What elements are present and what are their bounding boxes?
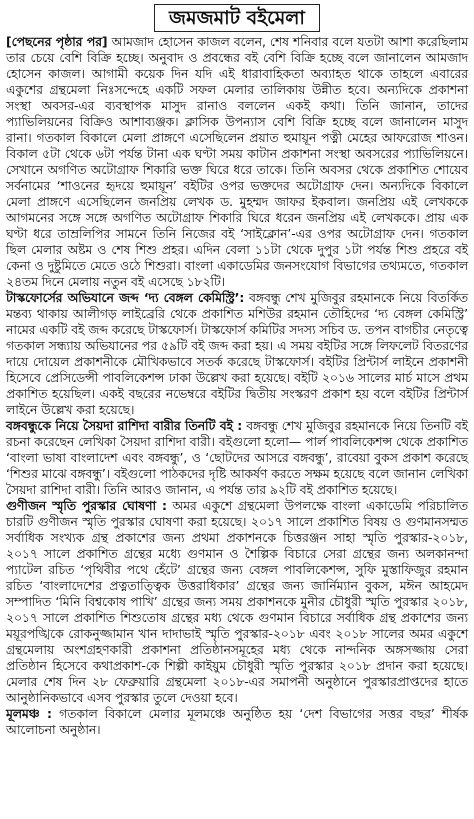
paragraph-continued <box>6 34 468 290</box>
subhead-main-stage: মূলমঞ্চ : <box>6 706 52 721</box>
paragraph-text: গতকাল বিকালে মেলার মূলমঞ্চে অনুষ্ঠিত হয় ‘দেশ বিভাগের সত্তর বছর’ শীর্ষক আলোচনা অনুষ্ঠান। <box>6 706 468 737</box>
headline: জমজমাট বইমেলা <box>154 4 320 32</box>
paragraph-taskforce <box>6 290 468 418</box>
subhead-taskforce: টাস্কফোর্সের অভিযানে জব্দ ‘দ্য বেঙ্গল কেমিস্ট্রি’: <box>6 290 245 305</box>
headline-box <box>6 0 468 34</box>
paragraph-text: আমজাদ হোসেন কাজল বলেন, শেষ শনিবার বলে যতটা আশা করেছিলাম তার চেয়ে বেশি বিক্রি হচ্ছে। অনুবাদ ও প্রবন্ধের বই বেশি বিক্রি হচ্ছে বলে জানালেন আমজাদ হোসেন কাজল। আগামী কয়েক দিন যদি এই ধারাবাহিকতা অব্যাহত থাকে তাহলে এবারের একুশের গ্রন্থমেলা নিঃসন্দেহে একটি সফল মেলার তালিকায় উন্নীত হবে। অন্যদিকে প্রকাশনা সংস্থা অবসর-এর ব্যবস্থাপক মাসুদ রানাও বললেন একই কথা। তিনি জানান, তাদের প্যাভিলিয়নের বিক্রিও আশাব্যঞ্জক। ক্লাসিক উপন্যাস বেশি বিক্রি হচ্ছে বলে জানালেন মাসুদ রানা। গতকাল বিকালে মেলা প্রাঙ্গণে এসেছিলেন প্রয়াত হুমায়ূন পত্নী মেহের আফরোজ শাওন। বিকাল ৫টা থেকে ৬টা পর্যন্ত টানা এক ঘণ্টা সময় কাটান প্রকাশনা সংস্থা অবসরের প্যাভিলিয়নে। সেখানে অগণিত অটোগ্রাফ শিকারি ভক্ত ঘিরে ধরে তাকে। তিনি অবসর থেকে প্রকাশিত শোয়েব সর্বনামের ‘শাওনের হৃদয়ে হুমায়ূন’ বইটির ওপর ভক্তদের অটোগ্রাফ দেন। অন্যদিকে বিকালে মেলা প্রাঙ্গণে এসেছিলেন জনপ্রিয় লেখক ড. মুহম্মদ জাফর ইকবাল। জনপ্রিয় এই লেখককে আগমনের সঙ্গে সঙ্গে অগণিত অটোগ্রাফ শিকারি ঘিরে ধরেন জনপ্রিয় এই লেখককে। প্রায় এক ঘণ্টা ধরে তাম্রলিপির সামনে তিনি নিজের বই ‘সাইক্লোন’-এর ওপর অটোগ্রাফ দেন। গতকাল ছিল মেলার অষ্টম ও শেষ শিশু প্রহর। এদিন বেলা ১১টা থেকে দুপুর ১টা পর্যন্ত শিশু প্রহরে বই কেনা ও দুষ্টুমিতে মেতে ওঠে শিশুরা। বাংলা একাডেমির জনসংযোগ বিভাগের তথ্যমতে, গতকাল ২৪তম দিনে মেলায় নতুন বই এসেছে ১৮২টি। <box>6 34 468 289</box>
subhead-books: বঙ্গবন্ধুকে নিয়ে সৈয়দা রাশিদা বারীর তিনটি বই : <box>6 418 243 433</box>
article-body <box>6 34 468 738</box>
paragraph-text: অমর একুশে গ্রন্থমেলা উপলক্ষে বাংলা একাডেমি পরিচালিত চারটি গুণীজন স্মৃতি পুরস্কার ঘোষণা করা হয়েছে। ২০১৭ সালে প্রকাশিত বিষয় ও গুণমানসম্মত সর্বাধিক সংখ্যক গ্রন্থ প্রকাশের জন্য প্রথমা প্রকাশনকে চিত্তরঞ্জন সাহা স্মৃতি পুরস্কার-২০১৮, ২০১৭ সালে প্রকাশিত গ্রন্থের মধ্যে গুণমান ও শৈল্পিক বিচারে সেরা গ্রন্থের জন্য অলকানন্দা প্যাটেল রচিত ‘পৃথিবীর পথে হেঁটে’ গ্রন্থের জন্য বেঙ্গল পাবলিকেশন্স, সুফি মুস্তাফিজুর রহমান রচিত ‘বাংলাদেশের প্রত্নতাত্ত্বিক উত্তরাধিকার’ গ্রন্থের জন্য জার্নিম্যান বুকস, মঈন আহমেদ সম্পাদিত ‘মিনি বিশ্বকোষ পাখি’ গ্রন্থের জন্য সময় প্রকাশনকে মুনীর চৌধুরী স্মৃতি পুরস্কার ২০১৮, ২০১৭ সালে প্রকাশিত শিশুতোষ গ্রন্থের মধ্য থেকে গুণমান বিচারে সর্বাধিক গ্রন্থ প্রকাশের জন্য ময়ূরপঙ্খিকে রোকনুজ্জামান খান দাদাভাই স্মৃতি পুরস্কার-২০১৮ এবং ২০১৮ সালের অমর একুশে গ্রন্থমেলায় অংশগ্রহণকারী প্রকাশনা প্রতিষ্ঠানসমূহের মধ্য থেকে নান্দনিক অঙ্গসজ্জায় সেরা প্রতিষ্ঠান হিসেবে কথাপ্রকাশ-কে শিল্পী কাইয়ুম চৌধুরী স্মৃতি পুরস্কার ২০১৮ প্রদান করা হয়েছে। মেলার শেষ দিন ২৮ ফেব্রুয়ারি গ্রন্থমেলা ২০১৮-এর সমাপনী অনুষ্ঠানে পুরস্কারপ্রাপ্তদের হাতে আনুষ্ঠানিকভাবে এসব পুরস্কার তুলে দেওয়া হবে। <box>6 498 468 705</box>
paragraph-main-stage <box>6 706 468 738</box>
continued-from-label: [পেছনের পৃষ্ঠার পর] <box>6 34 108 49</box>
paragraph-awards <box>6 498 468 706</box>
paragraph-text: বঙ্গবন্ধু শেখ মুজিবুর রহমানকে নিয়ে বিতর্কিত মন্তব্য থাকায় আলীগড় লাইব্রেরি থেকে প্রকাশিত মশিউর রহমান তৌহিদের ‘দ্য বেঙ্গল কেমিস্ট্রি’ নামের একটি বই জব্দ করেছে টাস্কফোর্স। টাস্কফোর্স কমিটির সদস্য সচিব ড. তপন বাগচীর নেতৃত্বে গতকাল সন্ধ্যায় অভিযানের পর ৫৯টি বই জব্দ করা হয়। এ সময় বইটির সঙ্গে লিফলেট বিতরণের দায়ে দোয়েল প্রকাশনীকে মৌখিকভাবে সতর্ক করেছে টাস্কফোর্স। বইটির প্রিন্টার্স লাইনে প্রকাশনী হিসেবে প্রেসিডেন্সী পাবলিকেশন্স ঢাকা উল্লেখ করা হয়েছে। বইটি ২০১৬ সালের মার্চ মাসে প্রথম প্রকাশিত হয়েছিল। একই বছরের নভেম্বরে বইটির দ্বিতীয় সংস্করণ প্রকাশ হয় বলে বইটির প্রিন্টার্স লাইনে উল্লেখ করা হয়েছে। <box>6 290 469 417</box>
paragraph-text: বঙ্গবন্ধু শেখ মুজিবুর রহমানকে নিয়ে তিনটি বই রচনা করেছেন লেখিকা সৈয়দা রাশিদা বারী। বইগুলো হলো— পার্ল পাবলিকেশন্স থেকে প্রকাশিত ‘বাংলা ভাষা বাংলাদেশ এবং বঙ্গবন্ধু’, ও ‘ছোটদের আসরে বঙ্গবন্ধু’, রাবেয়া বুকস প্রকাশ করেছে ‘শিশুর মাঝে বঙ্গবন্ধু’। বইগুলো পাঠকদের দৃষ্টি আকর্ষণ করতে সক্ষম হয়েছে বলে জানান লেখিকা সৈয়দা রাশিদা বারী। তিনি আরও জানান, এ পর্যন্ত তার ৯২টি বই প্রকাশিত হয়েছে। <box>6 418 468 497</box>
subhead-awards: গুণীজন স্মৃতি পুরস্কার ঘোষণা : <box>6 498 167 513</box>
paragraph-books <box>6 418 468 498</box>
